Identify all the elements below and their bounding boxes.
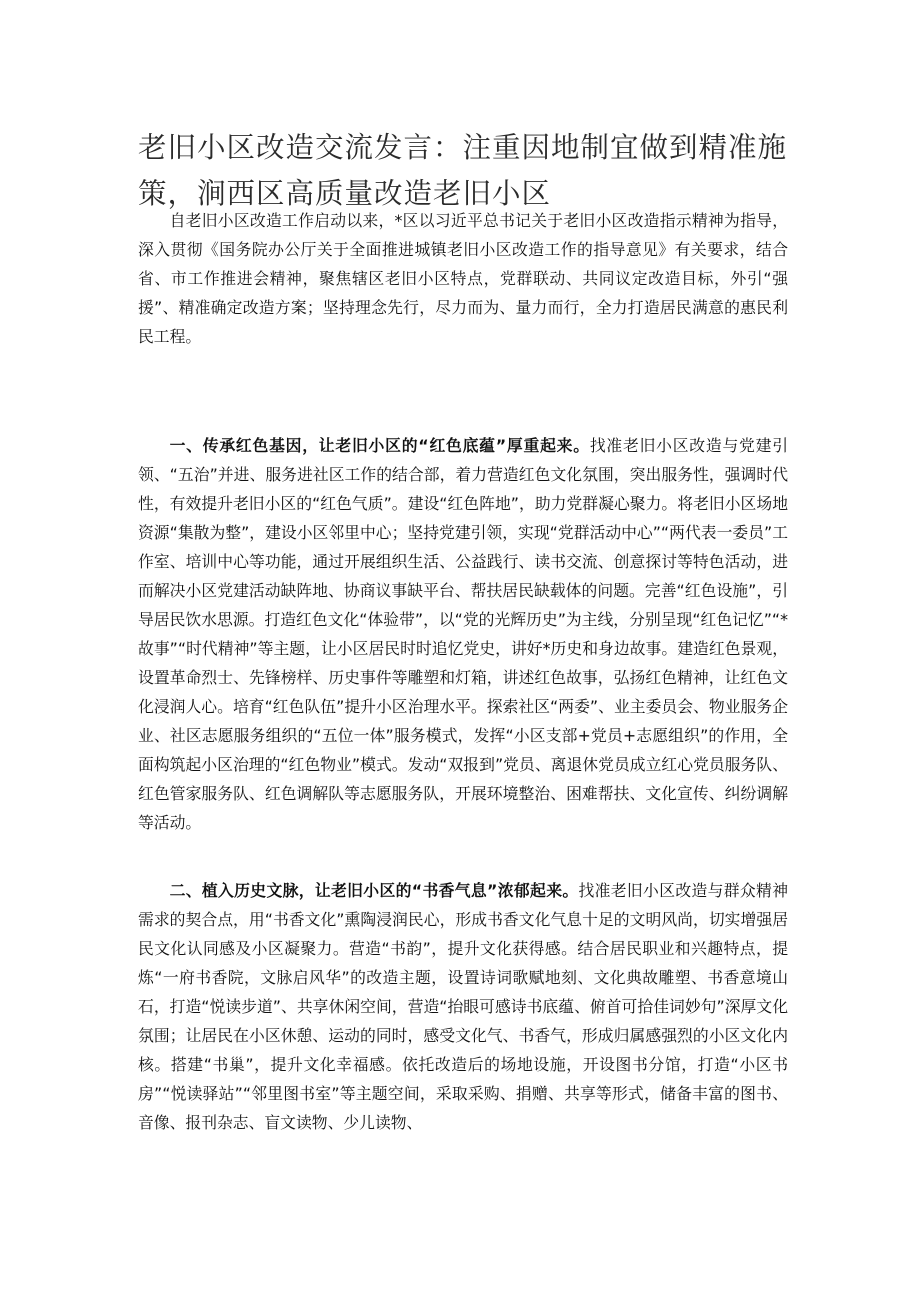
paragraph-section-2 <box>138 876 788 1137</box>
section-1-heading: 一、传承红色基因，让老旧小区的“红色底蕴”厚重起来。 <box>169 436 590 455</box>
paragraph-intro-body: 自老旧小区改造工作启动以来，*区以习近平总书记关于老旧小区改造指示精神为指导，深入贯彻《国务院办公厅关于全面推进城镇老旧小区改造工作的指导意见》有关要求，结合省、市工作推进会精神，聚焦辖区老旧小区特点，党群联动、共同议定改造目标，外引“强援”、精准确定改造方案；坚持理念先行，尽力而为、量力而行，全力打造居民满意的惠民利民工程。 <box>138 211 788 346</box>
paragraph-section-1 <box>138 431 788 837</box>
paragraph-intro <box>138 206 788 351</box>
document-title: 老旧小区改造交流发言：注重因地制宜做到精准施策，涧西区高质量改造老旧小区 <box>138 131 788 210</box>
section-2-body: 找准老旧小区改造与群众精神需求的契合点，用“书香文化”熏陶浸润民心，形成书香文化气息十足的文明风尚，切实增强居民文化认同感及小区凝聚力。营造“书韵”，提升文化获得感。结合居民职业和兴趣特点，提炼“一府书香院，文脉启风华”的改造主题，设置诗词歌赋地刻、文化典故雕塑、书香意境山石，打造“悦读步道”、共享休闲空间，营造“抬眼可感诗书底蕴、俯首可拾佳词妙句”深厚文化氛围；让居民在小区休憩、运动的同时，感受文化气、书香气，形成归属感强烈的小区文化内核。搭建“书巢”，提升文化幸福感。依托改造后的场地设施，开设图书分馆，打造“小区书房”“悦读驿站”“邻里图书室”等主题空间，采取采购、捐赠、共享等形式，储备丰富的图书、音像、报刊杂志、盲文读物、少儿读物、 <box>138 881 788 1132</box>
section-1-body: 找准老旧小区改造与党建引领、“五治”并进、服务进社区工作的结合部，着力营造红色文化氛围，突出服务性，强调时代性，有效提升老旧小区的“红色气质”。建设“红色阵地”，助力党群凝心聚力。将老旧小区场地资源“集散为整”，建设小区邻里中心；坚持党建引领，实现“党群活动中心”“两代表一委员”工作室、培训中心等功能，通过开展组织生活、公益践行、读书交流、创意探讨等特色活动，进而解决小区党建活动缺阵地、协商议事缺平台、帮扶居民缺载体的问题。完善“红色设施”，引导居民饮水思源。打造红色文化“体验带”，以“党的光辉历史”为主线，分别呈现“红色记忆”“*故事”“时代精神”等主题，让小区居民时时追忆党史，讲好*历史和身边故事。建造红色景观，设置革命烈士、先锋榜样、历史事件等雕塑和灯箱，讲述红色故事，弘扬红色精神，让红色文化浸润人心。培育“红色队伍”提升小区治理水平。探索社区“两委”、业主委员会、物业服务企业、社区志愿服务组织的“五位一体”服务模式，发挥“小区支部+党员+志愿组织”的作用，全面构筑起小区治理的“红色物业”模式。发动“双报到”党员、离退休党员成立红心党员服务队、红色管家服务队、红色调解队等志愿服务队，开展环境整治、困难帮扶、文化宣传、纠纷调解等活动。 <box>138 436 788 832</box>
section-2-heading: 二、植入历史文脉，让老旧小区的“书香气息”浓郁起来。 <box>169 881 579 900</box>
